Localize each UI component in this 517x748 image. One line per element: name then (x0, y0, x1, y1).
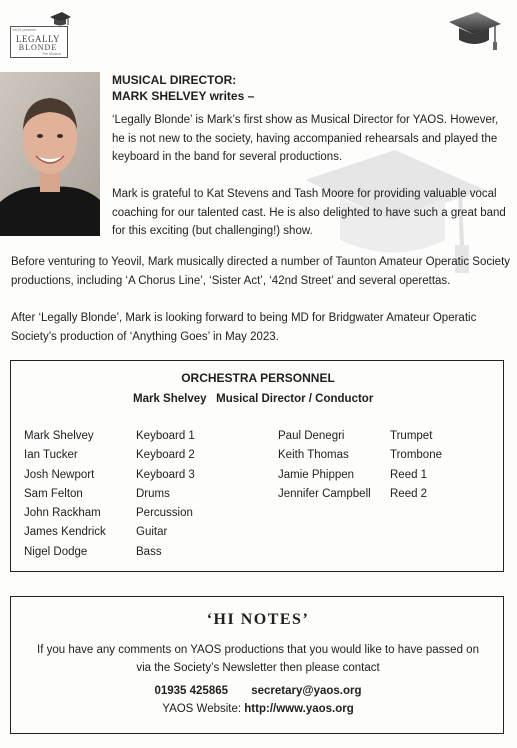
website-line (11, 703, 505, 715)
left-instruments-column (136, 427, 195, 562)
right-names-column (278, 427, 371, 504)
logo-tagline: The Musical (42, 52, 61, 56)
right-instruments-column (390, 427, 442, 504)
graduation-cap-icon (447, 8, 503, 56)
instrument: Keyboard 1 (136, 430, 195, 442)
musician-name: James Kendrick (24, 526, 106, 539)
website-link[interactable]: http://www.yaos.org (244, 703, 354, 715)
conductor-name: Mark Shelvey (133, 393, 207, 405)
musician-name: Mark Shelvey (24, 430, 94, 442)
instrument: Guitar (136, 526, 168, 539)
musician-name: Ian Tucker (24, 449, 78, 462)
hi-notes-box (10, 596, 504, 734)
musician-name: Keith Thomas (278, 449, 349, 462)
director-paragraph-1: ‘Legally Blonde’ is Mark’s first show as Musical Director for YAOS. However, he is not new to the society, having accompanied rehearsals and played the keyboard in the band for several productions. (112, 114, 499, 163)
instrument: Reed 1 (390, 468, 428, 481)
hi-notes-title: ‘HI NOTES’ (206, 611, 310, 628)
logo-small-text: YAOS presents (12, 28, 36, 32)
director-heading: MUSICAL DIRECTOR: (112, 73, 237, 87)
musician-name: Paul Denegri (278, 430, 345, 442)
logo-line2: BLONDE (18, 43, 58, 52)
musician-name: Josh Newport (24, 468, 95, 481)
orchestra-box (10, 360, 504, 572)
director-byline: MARK SHELVEY writes – (112, 89, 255, 103)
instrument: Trumpet (390, 430, 433, 442)
instrument: Drums (136, 487, 170, 500)
left-names-column (24, 427, 106, 562)
conductor-role: Musical Director / Conductor (216, 393, 374, 405)
instrument: Keyboard 2 (136, 449, 195, 462)
musician-name: Jennifer Campbell (278, 487, 371, 500)
director-paragraph-2: Mark is grateful to Kat Stevens and Tash Moore for providing valuable vocal coaching for our talented cast. He is also delighted to have such a great band for this exciting (but challenging!) show. (112, 188, 506, 237)
musician-name: Nigel Dodge (24, 545, 88, 558)
musician-name: Sam Felton (24, 487, 83, 500)
conductor-line (133, 393, 373, 405)
director-paragraph-3: Before venturing to Yeovil, Mark musically directed a number of Taunton Amateur Operatic Society productions, including ‘A Chorus Line’, ‘Sister Act’, ‘42nd Street’ and several operettas. (11, 256, 511, 287)
orchestra-title: ORCHESTRA PERSONNEL (181, 371, 335, 385)
hi-notes-text: If you have any comments on YAOS productions that you would like to have passed on via the Society’s Newsletter then please contact (37, 644, 479, 674)
contact-line (11, 685, 505, 697)
show-logo (8, 10, 70, 58)
instrument: Reed 2 (390, 487, 428, 500)
director-photo (0, 72, 100, 236)
musician-name: Jamie Phippen (278, 468, 355, 481)
instrument: Percussion (136, 507, 193, 520)
website-label: YAOS Website: (162, 703, 242, 715)
logo-line1: LEGALLY (15, 34, 61, 44)
instrument: Keyboard 3 (136, 468, 195, 481)
director-paragraph-4: After ‘Legally Blonde’, Mark is looking forward to being MD for Bridgwater Amateur Operatic Society’s production of ‘Anything Goes’ in May 2023. (11, 312, 477, 343)
musician-name: John Rackham (24, 507, 101, 520)
instrument: Bass (136, 545, 162, 558)
contact-email[interactable]: secretary@yaos.org (251, 685, 362, 697)
contact-phone[interactable]: 01935 425865 (154, 685, 229, 697)
instrument: Trombone (390, 449, 442, 462)
